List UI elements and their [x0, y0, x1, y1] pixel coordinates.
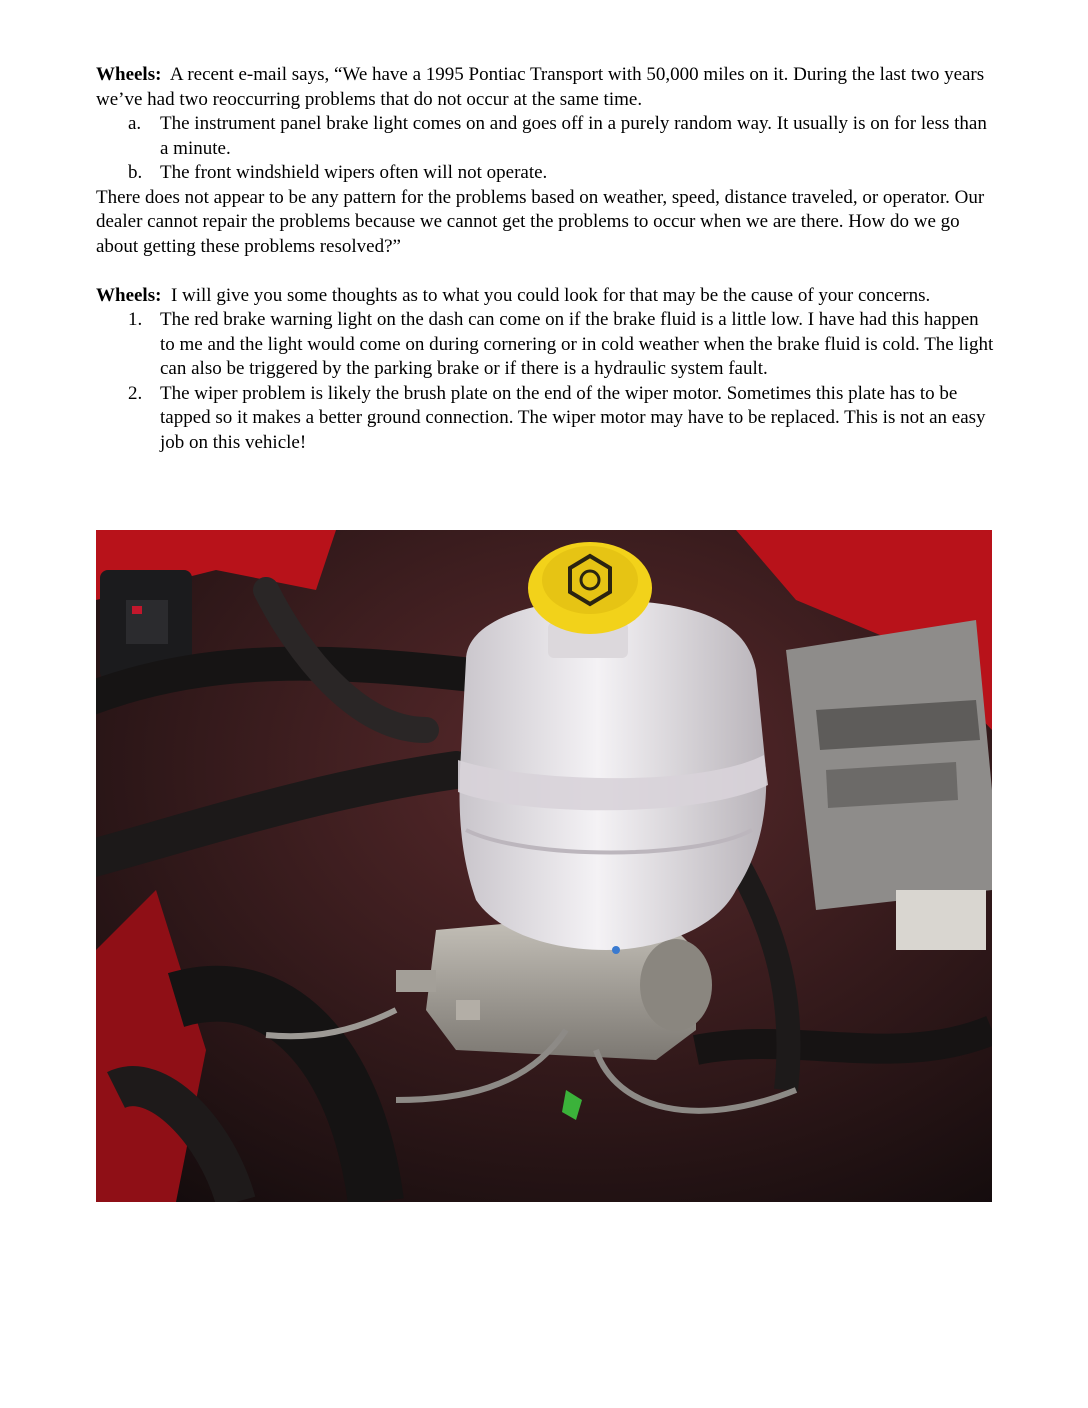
question-lead: Wheels: — [96, 64, 162, 85]
question-paragraph — [96, 63, 996, 112]
list-item-text: The red brake warning light on the dash can come on if the brake fluid is a little low. I have had this happen to me and the light would come on during cornering or in cold weather when the brake fluid is cold. The light can also be triggered by the parking brake or if there is a hydraulic system fault. — [160, 309, 994, 379]
ecm-label — [896, 890, 986, 950]
list-marker: b. — [128, 162, 143, 183]
answer-list — [96, 308, 996, 455]
ecm-module — [786, 620, 992, 910]
answer-lead: Wheels: — [96, 284, 162, 306]
list-item-text: The front windshield wipers often will not operate. — [160, 162, 548, 183]
brake-reservoir-illustration — [96, 530, 992, 1202]
list-item — [96, 382, 996, 456]
answer-intro: I will give you some thoughts as to what you could look for that may be the cause of your concerns. — [170, 284, 931, 306]
question-list — [96, 112, 996, 186]
list-item — [96, 308, 996, 382]
list-marker: 1. — [128, 309, 143, 330]
list-marker: a. — [128, 113, 142, 134]
wire-loom — [696, 1030, 992, 1050]
question-closing: There does not appear to be any pattern for the problems based on weather, speed, distance traveled, or operator. Our dealer cannot repair the problems because we cannot get the problems to occur when we are there. How do we go about getting these problems resolved?” — [96, 186, 985, 257]
answer-paragraph — [96, 284, 996, 309]
list-item — [96, 161, 996, 186]
engine-bay-photo — [96, 530, 992, 1202]
question-intro: A recent e-mail says, “We have a 1995 Pontiac Transport with 50,000 miles on it. During the last two years we’ve had two reoccurring problems that do not occur at the same time. — [96, 64, 985, 110]
list-marker: 2. — [128, 382, 143, 404]
list-item — [96, 112, 996, 161]
paragraph-gap — [96, 259, 996, 284]
list-item-text: The wiper problem is likely the brush plate on the end of the wiper motor. Sometimes this plate has to be tapped so it makes a better ground connection. The wiper motor may have to be replaced. This is not an easy job on this vehicle! — [160, 382, 986, 453]
article-text — [96, 63, 996, 455]
list-item-text: The instrument panel brake light comes on and goes off in a purely random way. It usually is on for less than a minute. — [160, 113, 987, 159]
